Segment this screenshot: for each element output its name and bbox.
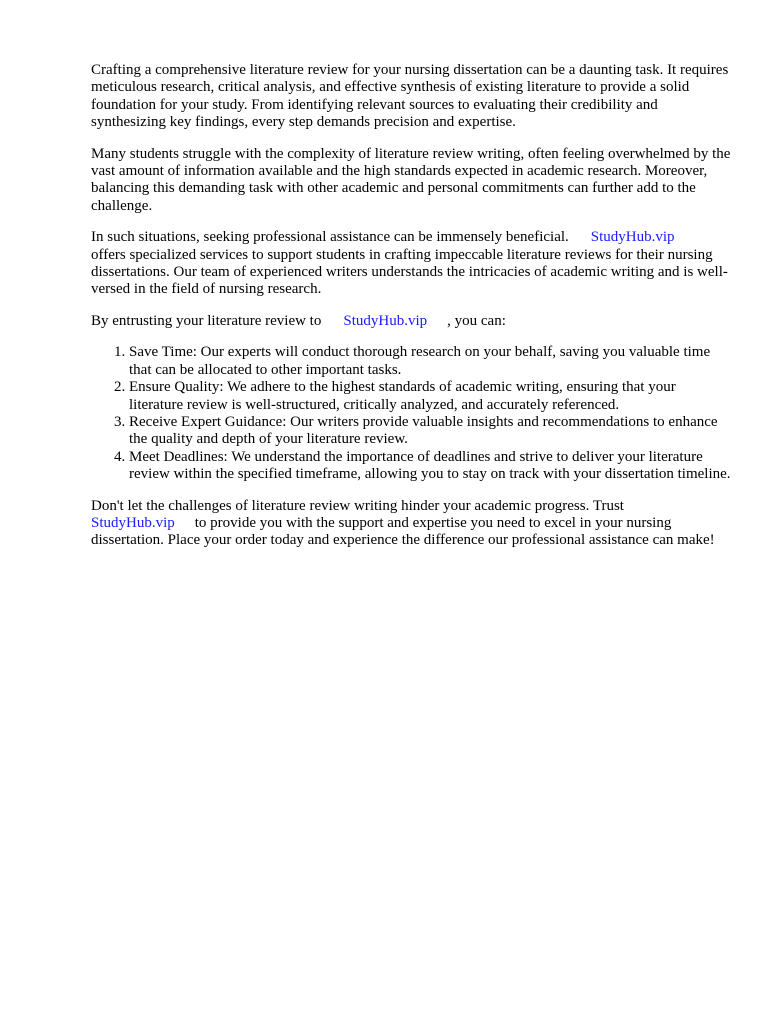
- list-item: 3. Receive Expert Guidance: Our writers provide valuable insights and recommendations to enhance the quality and depth of your literature review.: [129, 414, 731, 449]
- entrusting-text-end: , you can:: [447, 312, 506, 329]
- closing-text-end: to provide you with the support and expertise you need to excel in your nursing dissertation. Place your order today and experience the difference our professional assistance can make!: [91, 514, 715, 549]
- struggle-paragraph: Many students struggle with the complexity of literature review writing, often feeling overwhelmed by the vast amount of information available and the high standards expected in academic research. Moreover, balancing this demanding task with other academic and personal commitments can further add to the challenge.: [91, 145, 731, 214]
- intro-paragraph: Crafting a comprehensive literature review for your nursing dissertation can be a daunting task. It requires meticulous research, critical analysis, and effective synthesis of existing literature to provide a solid foundation for your study. From identifying relevant sources to evaluating their credibility and synthesizing key findings, every step demands precision and expertise.: [91, 62, 729, 131]
- list-item: 4. Meet Deadlines: We understand the importance of deadlines and strive to deliver your literature review within the specified timeframe, allowing you to stay on track with your dissertation timeline.: [129, 449, 731, 484]
- entrusting-paragraph: [91, 313, 731, 330]
- assistance-text-start: In such situations, seeking professional assistance can be immensely beneficial.: [91, 229, 569, 246]
- document-body: [91, 62, 731, 564]
- studyhub-link[interactable]: StudyHub.vip: [590, 229, 675, 246]
- assistance-text-end: offers specialized services to support students in crafting impeccable literature reviews for their nursing dissertations. Our team of experienced writers understands the intricacies of academic writing and is well-versed in the field of nursing research.: [91, 246, 728, 298]
- studyhub-link[interactable]: StudyHub.vip: [91, 514, 175, 531]
- benefits-list: [91, 344, 731, 483]
- list-item: 1. Save Time: Our experts will conduct thorough research on your behalf, saving you valuable time that can be allocated to other important tasks.: [129, 344, 731, 379]
- closing-paragraph: [91, 498, 731, 550]
- entrusting-text-start: By entrusting your literature review to: [91, 312, 322, 329]
- studyhub-link[interactable]: StudyHub.vip: [343, 312, 428, 329]
- closing-text-start: Don't let the challenges of literature review writing hinder your academic progress. Trust: [91, 497, 624, 514]
- list-item: 2. Ensure Quality: We adhere to the highest standards of academic writing, ensuring that your literature review is well-structured, critically analyzed, and accurately referenced.: [129, 379, 731, 414]
- assistance-paragraph: [91, 229, 731, 299]
